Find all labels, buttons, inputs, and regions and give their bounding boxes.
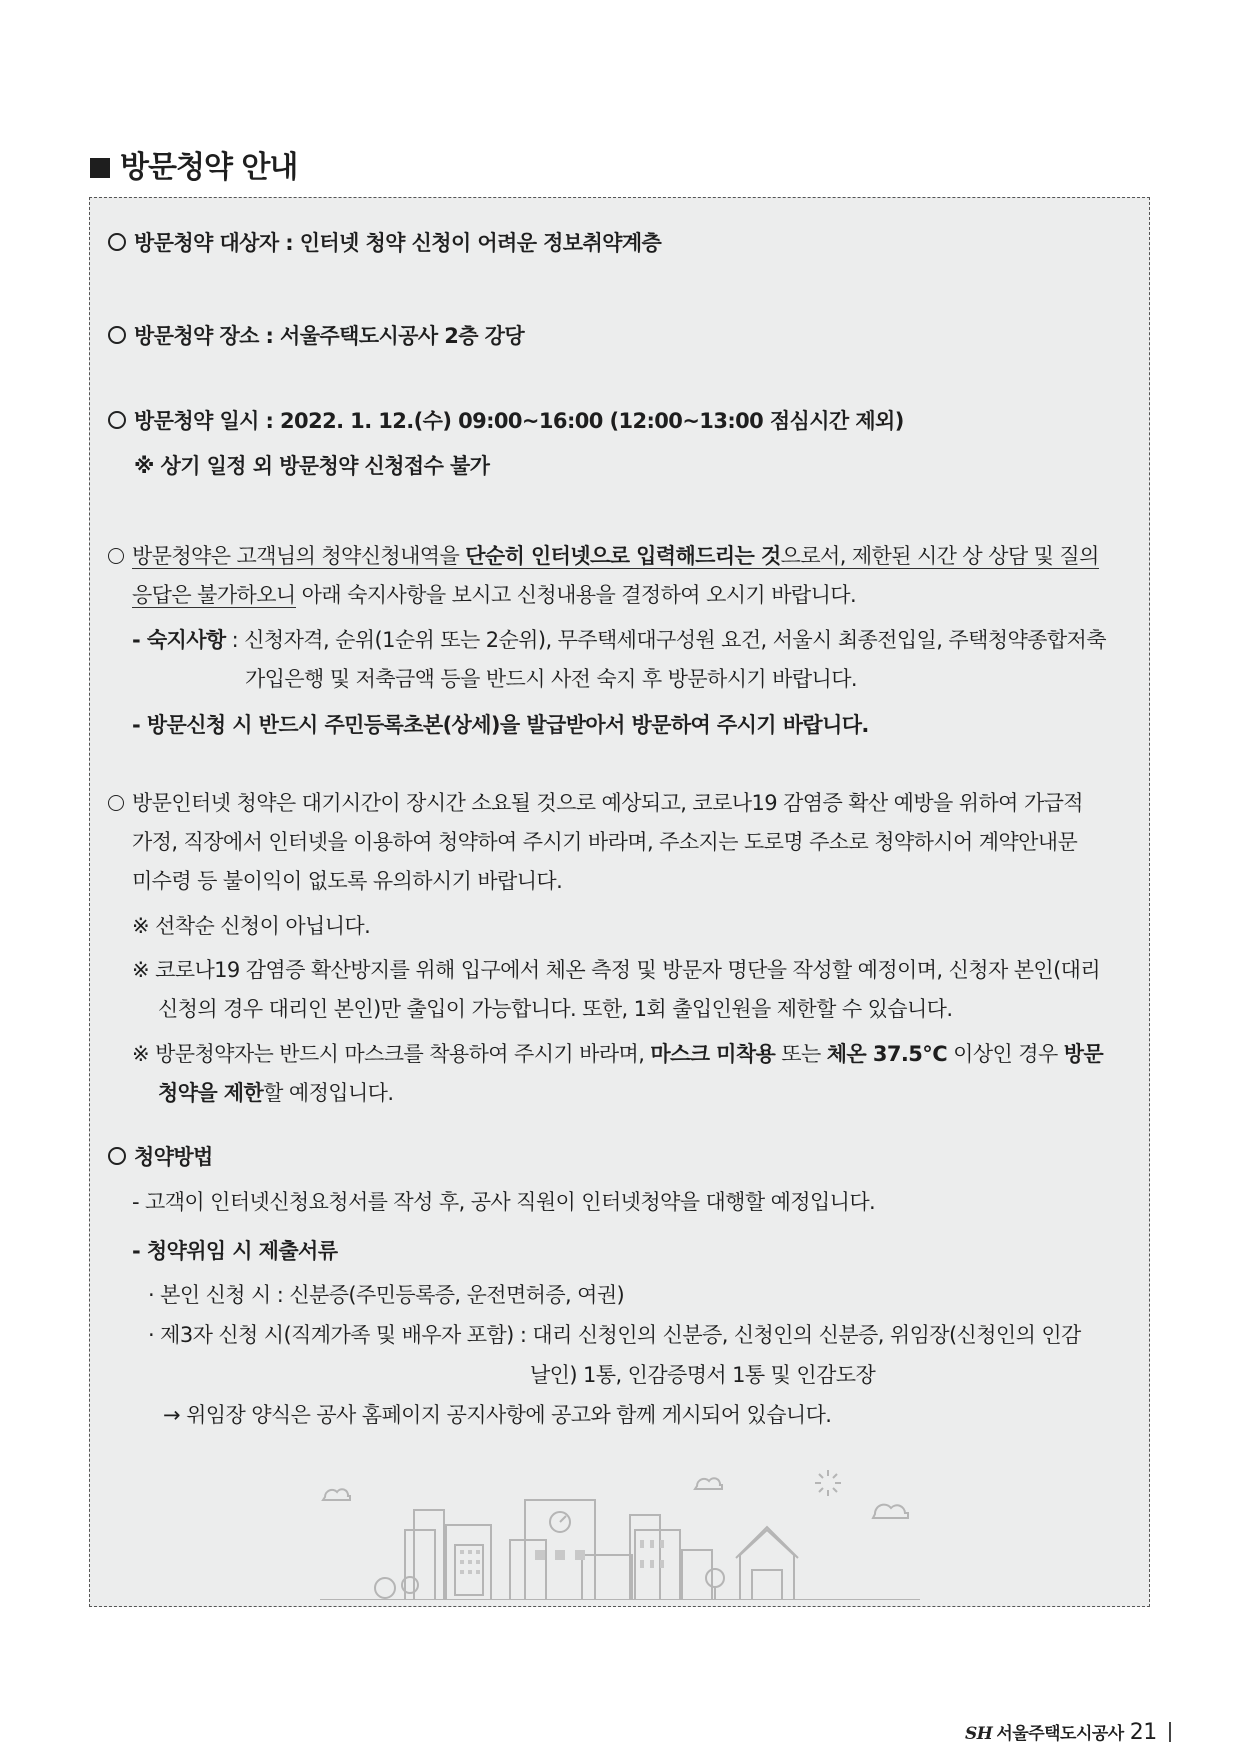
page-footer <box>965 1719 1171 1745</box>
note-first-come: ※ 선착순 신청이 아닙니다. <box>132 914 371 938</box>
sh-logo: SH <box>965 1724 993 1744</box>
cloud-icon <box>695 1478 722 1489</box>
cloud-icon <box>873 1505 908 1518</box>
sun-icon <box>815 1470 841 1496</box>
date-note: ※ 상기 일정 외 방문청약 신청접수 불가 <box>134 454 490 478</box>
visit-desc-line1: 방문청약은 고객님의 청약신청내역을 단순히 인터넷으로 입력해드리는 것으로서, 제한된 시간 상 상담 및 질의 <box>108 542 1099 570</box>
docs-third-party-line1: · 제3자 신청 시(직계가족 및 배우자 포함) : 대리 신청인의 신분증, 신청인의 신분증, 위임장(신청인의 인감 <box>148 1323 1081 1347</box>
internet-notice-line2: 가정, 직장에서 인터넷을 이용하여 청약하여 주시기 바라며, 주소지는 도로명 주소로 청약하시어 계약안내문 <box>132 830 1078 854</box>
circle-bullet-icon <box>108 233 126 251</box>
internet-notice-line1: 방문인터넷 청약은 대기시간이 장시간 소요될 것으로 예상되고, 코로나19 감염증 확산 예방을 위하여 가급적 <box>108 789 1083 817</box>
docs-title: - 청약위임 시 제출서류 <box>132 1239 338 1263</box>
date-line: 방문청약 일시 : 2022. 1. 12.(수) 09:00~16:00 (12:00~13:00 점심시간 제외) <box>108 407 904 435</box>
place-line: 방문청약 장소 : 서울주택도시공사 2층 강당 <box>108 322 524 350</box>
footer-divider <box>1169 1722 1171 1742</box>
check-items-line2: 가입은행 및 저축금액 등을 반드시 사전 숙지 후 방문하시기 바랍니다. <box>245 667 857 691</box>
note-covid-line1: ※ 코로나19 감염증 확산방지를 위해 입구에서 체온 측정 및 방문자 명단을 작성할 예정이며, 신청자 본인(대리 <box>132 958 1101 982</box>
circle-bullet-icon <box>108 795 124 811</box>
page-number: 21 <box>1129 1720 1157 1745</box>
circle-bullet-icon <box>108 326 126 344</box>
note-mask-line2: 청약을 제한할 예정입니다. <box>158 1081 394 1105</box>
docs-third-party-line2: 날인) 1통, 인감증명서 1통 및 인감도장 <box>530 1363 876 1387</box>
note-mask-line1: ※ 방문청약자는 반드시 마스크를 착용하여 주시기 바라며, 마스크 미착용 또는 체온 37.5℃ 이상인 경우 방문 <box>132 1042 1104 1066</box>
method-title: 청약방법 <box>108 1143 213 1171</box>
form-notice: → 위임장 양식은 공사 홈페이지 공지사항에 공고와 함께 게시되어 있습니다. <box>163 1403 832 1427</box>
note-covid-line2: 신청의 경우 대리인 본인)만 출입이 가능합니다. 또한, 1회 출입인원을 제한할 수 있습니다. <box>158 997 953 1021</box>
cloud-icon <box>323 1489 350 1500</box>
check-items-line1: - 숙지사항 : 신청자격, 순위(1순위 또는 2순위), 무주택세대구성원 요건, 서울시 최종전입일, 주택청약종합저축 <box>132 628 1106 652</box>
circle-bullet-icon <box>108 548 124 564</box>
resident-register-note: - 방문신청 시 반드시 주민등록초본(상세)을 발급받아서 방문하여 주시기 바랍니다. <box>132 713 869 737</box>
visit-desc-line2: 응답은 불가하오니 아래 숙지사항을 보시고 신청내용을 결정하여 오시기 바랍니다. <box>132 583 857 607</box>
circle-bullet-icon <box>108 411 126 429</box>
docs-self: · 본인 신청 시 : 신분증(주민등록증, 운전면허증, 여권) <box>148 1283 625 1307</box>
target-line: 방문청약 대상자 : 인터넷 청약 신청이 어려운 정보취약계층 <box>108 229 661 257</box>
square-bullet-icon <box>90 158 110 178</box>
city-illustration <box>320 1470 920 1600</box>
page-title: 방문청약 안내 <box>90 142 297 186</box>
method-line: - 고객이 인터넷신청요청서를 작성 후, 공사 직원이 인터넷청약을 대행할 예정입니다. <box>132 1190 876 1214</box>
internet-notice-line3: 미수령 등 불이익이 없도록 유의하시기 바랍니다. <box>132 869 563 893</box>
circle-bullet-icon <box>108 1147 126 1165</box>
footer-org: 서울주택도시공사 <box>996 1724 1124 1744</box>
